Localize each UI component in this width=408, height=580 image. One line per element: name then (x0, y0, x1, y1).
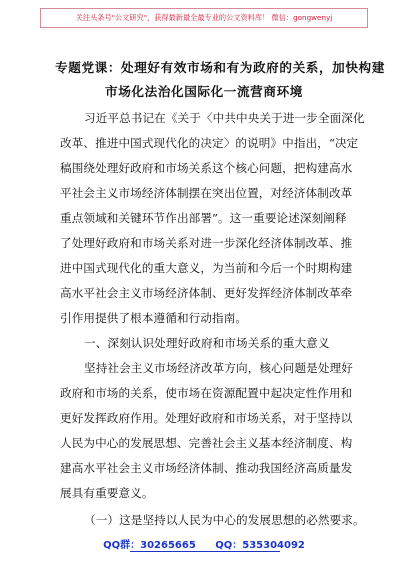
body-line: 高水平社会主义市场经济体制、更好发挥经济体制改革牵 (60, 286, 353, 300)
body-line: 政府和市场的关系，使市场在资源配置中起决定性作用和 (60, 386, 353, 400)
body-line: 平社会主义市场经济体制摆在突出位置，对经济体制改革 (60, 186, 353, 200)
subsection-heading: （一）这是坚持以人民为中心的发展思想的必然要求。 (84, 513, 365, 527)
body-line: 稿围绕处理好政府和市场关系这个核心问题，把构建高水 (60, 161, 353, 175)
document-title-line-2: 市场化法治化国际化一流营商环境 (105, 84, 303, 99)
body-line: 坚持社会主义市场经济改革方向，核心问题是处理好 (84, 361, 353, 375)
body-line: 展具有重要意义。 (60, 486, 154, 500)
section-heading: 一、深刻认识处理好政府和市场关系的重大意义 (84, 336, 330, 350)
body-line: 引作用提供了根本遵循和行动指南。 (60, 311, 248, 325)
body-line: 建高水平社会主义市场经济体制、推动我国经济高质量发 (60, 461, 353, 475)
body-line: 习近平总书记在《关于〈中共中央关于进一步全面深化 (84, 111, 365, 125)
footer-underline (130, 551, 280, 552)
body-line: 人民为中心的发展思想、完善社会主义基本经济制度、构 (60, 436, 353, 450)
body-line: 更好发挥政府作用。处理好政府和市场关系，对于坚持以 (60, 411, 353, 425)
body-line: 重点领域和关键环节作出部署”。这一重要论述深刻阐释 (60, 211, 347, 225)
footer-qq: QQ：535304092 (215, 540, 305, 551)
header-banner: 关注头条号"公文研究"，获得最新最全最专业的公文资料库！ 微信：gongwenyj (40, 8, 368, 28)
body-line: 进中国式现代化的重大意义，为当前和今后一个时期构建 (60, 261, 353, 275)
document-title-line-1: 专题党课：处理好有效市场和有为政府的关系，加快构建 (55, 60, 385, 75)
body-line: 改革、推进中国式现代化的决定〉的说明》中指出，“决定 (60, 136, 359, 150)
footer-contact (0, 536, 408, 551)
body-line: 了处理好政府和市场关系对进一步深化经济体制改革、推 (60, 236, 353, 250)
footer-qq-group: QQ群：30265665 (103, 540, 196, 551)
